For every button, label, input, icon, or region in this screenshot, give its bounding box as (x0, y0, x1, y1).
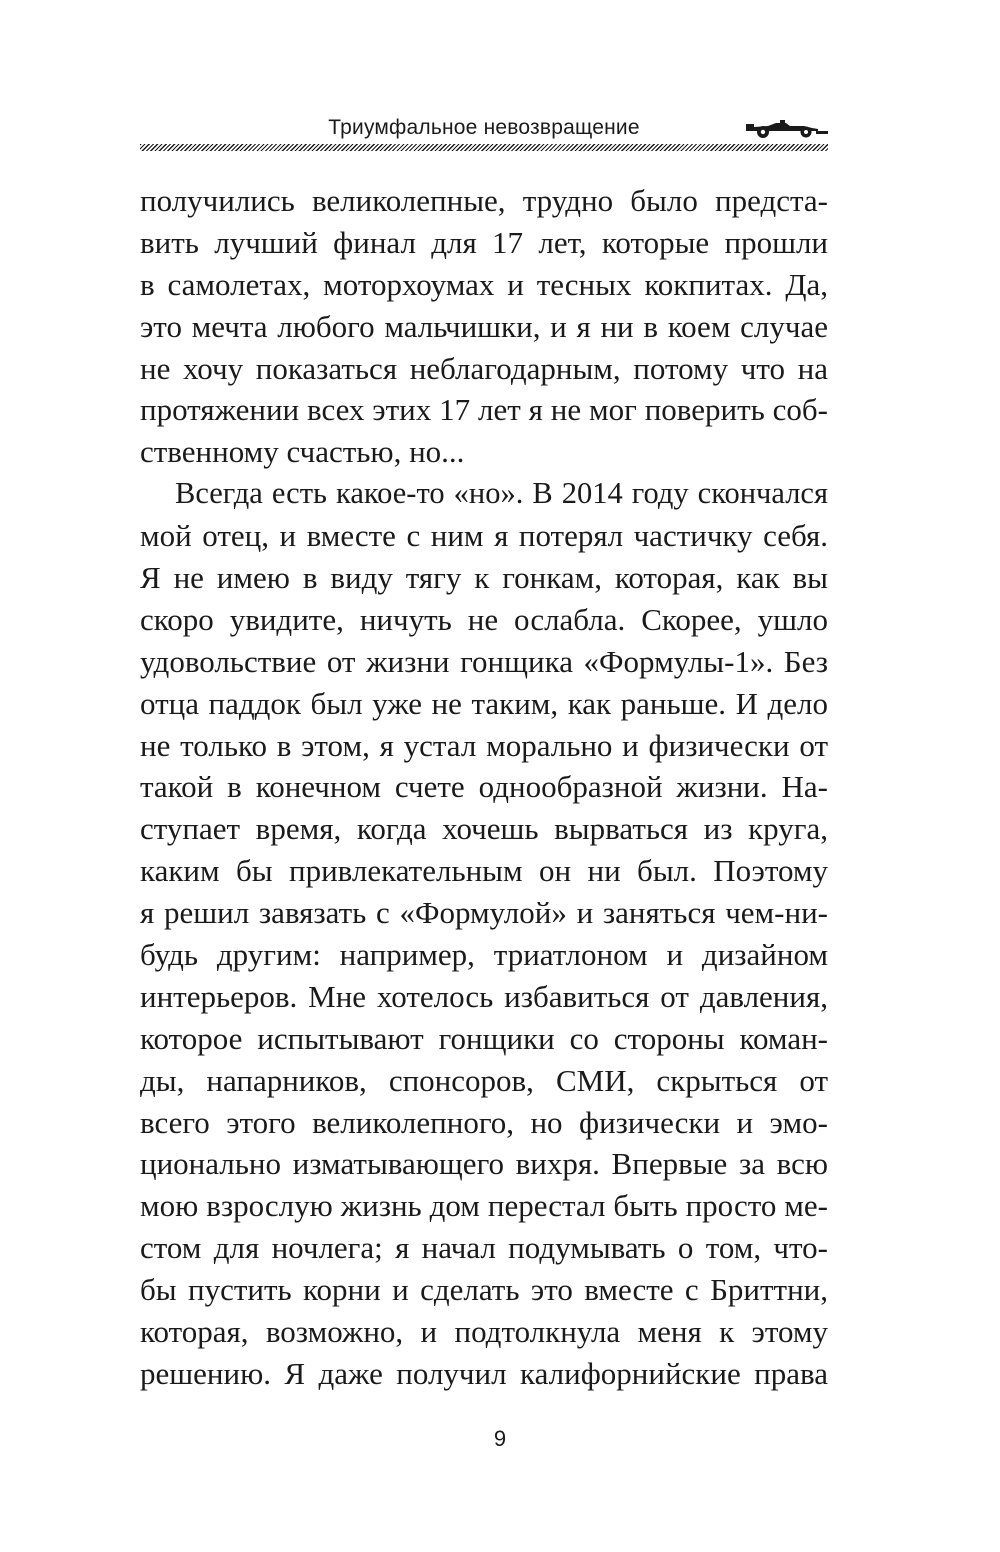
text-line: в самолетах, моторхоумах и тесных кокпитах. Да, (140, 266, 828, 302)
racing-car-icon (746, 116, 828, 142)
text-line: получились великолепные, трудно было предста- (140, 183, 828, 218)
text-line: всего этого великолепного, но физически и эмо- (140, 1104, 828, 1140)
text-line: протяжении всех этих 17 лет я не мог поверить соб- (140, 392, 828, 428)
body-text (140, 180, 828, 1395)
text-line: отца паддок был уже не таким, как раньше. И дело (140, 685, 828, 721)
text-line: не только в этом, я устал морально и физически от (140, 727, 828, 763)
text-line: ступает время, когда хочешь вырваться из круга, (140, 811, 828, 847)
text-line: бы пустить корни и сделать это вместе с Бриттни, (140, 1272, 828, 1308)
text-line: которое испытывают гонщики со стороны коман- (140, 1020, 828, 1056)
running-header-title: Триумфальное невозвращение (328, 116, 640, 139)
paragraph-1 (140, 180, 828, 473)
text-line: ционально изматывающего вихря. Впервые за всю (140, 1146, 828, 1182)
text-line: удовольствие от жизни гонщика «Формулы-1». Без (140, 643, 828, 679)
text-line: это мечта любого мальчишки, и я ни в коем случае (140, 308, 828, 344)
text-line: не хочу показаться неблагодарным, потому что на (140, 350, 828, 386)
text-line: ды, напарников, спонсоров, СМИ, скрыться от (140, 1062, 828, 1098)
text-line: будь другим: например, триатлоном и дизайном (140, 937, 828, 973)
text-line: стом для ночлега; я начал подумывать о том, что- (140, 1230, 828, 1266)
running-header (140, 112, 828, 152)
text-line: я решил завязать с «Формулой» и заняться чем-ни- (140, 895, 828, 931)
text-line: Я не имею в виду тягу к гонкам, которая, как вы (140, 560, 828, 596)
page-number: 9 (493, 1426, 507, 1451)
header-divider (140, 144, 828, 151)
text-line: скоро увидите, ничуть не ослабла. Скорее, ушло (140, 601, 828, 637)
text-line: Всегда есть какое-то «но». В 2014 году скончался (175, 476, 828, 511)
text-line: интерьеров. Мне хотелось избавиться от давления, (140, 978, 828, 1014)
text-line: мою взрослую жизнь дом перестал быть просто ме- (140, 1188, 828, 1224)
text-line: каким бы привлекательным он ни был. Поэтому (140, 853, 828, 889)
text-line: которая, возможно, и подтолкнула меня к этому (140, 1314, 828, 1350)
text-line: мой отец, и вместе с ним я потерял частичку себя. (140, 518, 828, 554)
text-line: такой в конечном счете однообразной жизни. На- (140, 769, 828, 805)
text-line: ственному счастью, но... (140, 434, 465, 470)
paragraph-2 (140, 473, 828, 1395)
text-line: решению. Я даже получил калифорнийские права (140, 1355, 828, 1391)
text-line: вить лучший финал для 17 лет, которые прошли (140, 224, 828, 260)
